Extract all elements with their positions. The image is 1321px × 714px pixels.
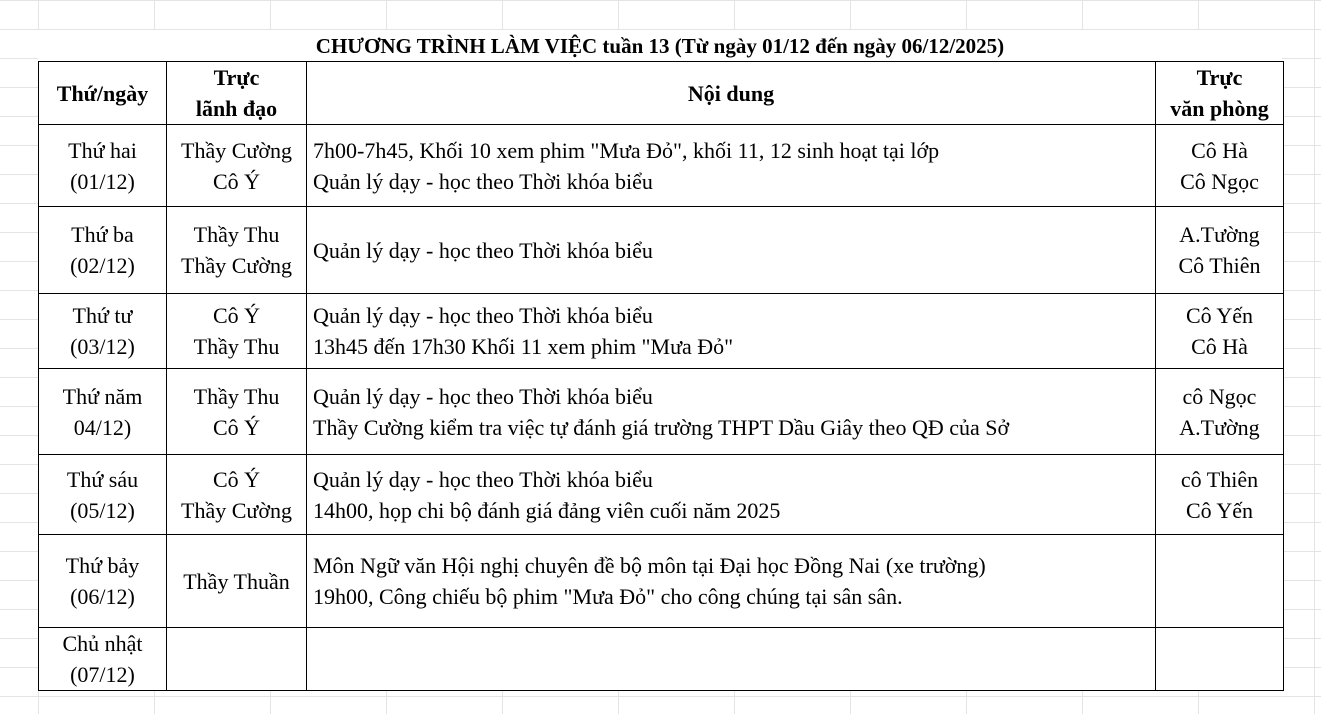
leader-cell: Cô Ý Thầy Thu xyxy=(167,294,307,369)
office-cell: cô Thiên Cô Yến xyxy=(1156,455,1284,535)
leader-cell: Thầy Thu Cô Ý xyxy=(167,369,307,455)
table-row xyxy=(39,535,1284,628)
header-content: Nội dung xyxy=(307,62,1156,125)
table-row xyxy=(39,369,1284,455)
header-leader: Trực lãnh đạo xyxy=(167,62,307,125)
content-cell: Quản lý dạy - học theo Thời khóa biểu Thầy Cường kiểm tra việc tự đánh giá trường THPT Dầu Giây theo QĐ của Sở xyxy=(307,369,1156,455)
content-cell: Quản lý dạy - học theo Thời khóa biểu 14h00, họp chi bộ đánh giá đảng viên cuối năm 2025 xyxy=(307,455,1156,535)
header-row xyxy=(39,62,1284,125)
leader-cell: Cô Ý Thầy Cường xyxy=(167,455,307,535)
leader-cell xyxy=(167,628,307,691)
content-cell: Quản lý dạy - học theo Thời khóa biểu 13h45 đến 17h30 Khối 11 xem phim "Mưa Đỏ" xyxy=(307,294,1156,369)
content-cell xyxy=(307,628,1156,691)
day-cell: Thứ năm 04/12) xyxy=(39,369,167,455)
content-cell: Môn Ngữ văn Hội nghị chuyên đề bộ môn tại Đại học Đồng Nai (xe trường) 19h00, Công chiếu bộ phim "Mưa Đỏ" cho công chúng tại sân sân. xyxy=(307,535,1156,628)
schedule-table xyxy=(38,61,1284,691)
header-day: Thứ/ngày xyxy=(39,62,167,125)
table-row xyxy=(39,125,1284,207)
table-row xyxy=(39,207,1284,294)
day-cell: Thứ sáu (05/12) xyxy=(39,455,167,535)
schedule-title: CHƯƠNG TRÌNH LÀM VIỆC tuần 13 (Từ ngày 01/12 đến ngày 06/12/2025) xyxy=(38,30,1282,62)
day-cell: Thứ hai (01/12) xyxy=(39,125,167,207)
day-cell: Chủ nhật (07/12) xyxy=(39,628,167,691)
office-cell: Cô Hà Cô Ngọc xyxy=(1156,125,1284,207)
office-cell xyxy=(1156,535,1284,628)
leader-cell: Thầy Thuần xyxy=(167,535,307,628)
office-cell xyxy=(1156,628,1284,691)
office-cell: cô Ngọc A.Tường xyxy=(1156,369,1284,455)
header-office: Trực văn phòng xyxy=(1156,62,1284,125)
content-cell: Quản lý dạy - học theo Thời khóa biểu xyxy=(307,207,1156,294)
table-row xyxy=(39,455,1284,535)
office-cell: A.Tường Cô Thiên xyxy=(1156,207,1284,294)
leader-cell: Thầy Cường Cô Ý xyxy=(167,125,307,207)
table-row xyxy=(39,294,1284,369)
leader-cell: Thầy Thu Thầy Cường xyxy=(167,207,307,294)
office-cell: Cô Yến Cô Hà xyxy=(1156,294,1284,369)
day-cell: Thứ ba (02/12) xyxy=(39,207,167,294)
day-cell: Thứ tư (03/12) xyxy=(39,294,167,369)
content-cell: 7h00-7h45, Khối 10 xem phim "Mưa Đỏ", khối 11, 12 sinh hoạt tại lớp Quản lý dạy - học theo Thời khóa biểu xyxy=(307,125,1156,207)
day-cell: Thứ bảy (06/12) xyxy=(39,535,167,628)
table-row xyxy=(39,628,1284,691)
